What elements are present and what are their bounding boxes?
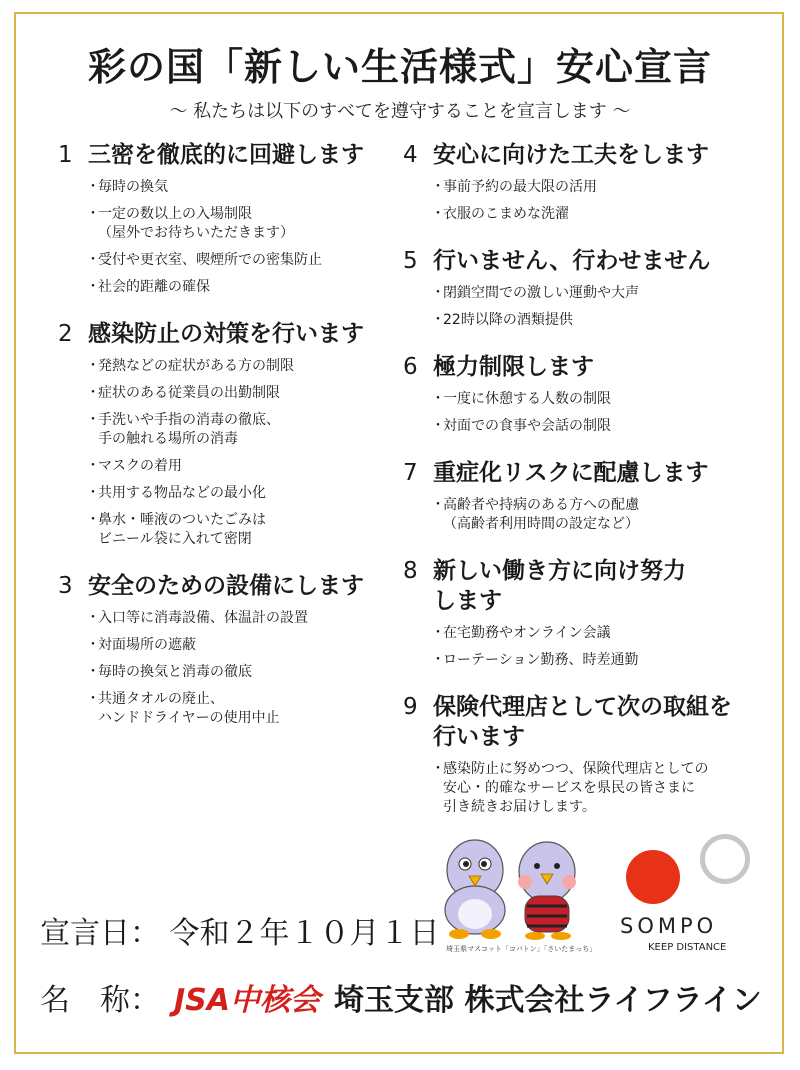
item-list (58, 178, 398, 297)
bullet-icon: ・ (431, 625, 445, 641)
list-item (431, 760, 773, 817)
list-item (86, 663, 398, 682)
list-item (86, 384, 398, 403)
list-item (86, 411, 398, 449)
list-item-text: 鼻水・唾液のついたごみは ビニール袋に入れて密閉 (98, 512, 266, 547)
list-item (431, 417, 773, 436)
bullet-icon: ・ (86, 664, 100, 680)
bullet-icon: ・ (86, 637, 100, 653)
list-item-text: 衣服のこまめな洗濯 (443, 206, 569, 222)
list-item-text: 共用する物品などの最小化 (98, 485, 266, 501)
item-list (403, 760, 773, 817)
section-number: 4 (403, 142, 418, 168)
list-item (431, 311, 773, 330)
item-list (58, 609, 398, 728)
bullet-icon: ・ (86, 691, 100, 707)
list-item (86, 690, 398, 728)
section-4 (403, 140, 773, 224)
bullet-icon: ・ (86, 252, 100, 268)
section-1 (58, 140, 398, 297)
declaration-date (40, 908, 440, 952)
date-value: 令和２年１０月１日 (169, 916, 440, 951)
section-heading-text: 安全のための設備にします (88, 573, 364, 599)
section-number: 1 (58, 142, 73, 168)
section-number: 6 (403, 354, 418, 380)
right-column (403, 140, 773, 839)
section-heading (403, 458, 773, 488)
list-item-text: 事前予約の最大限の活用 (443, 179, 597, 195)
list-item (86, 457, 398, 476)
list-item-text: 高齢者や持病のある方への配慮 （高齢者利用時間の設定など） (443, 497, 639, 532)
list-item-text: 閉鎖空間での激しい運動や大声 (443, 285, 639, 301)
item-list (403, 284, 773, 330)
list-item-text: 毎時の換気と消毒の徹底 (98, 664, 252, 680)
list-item (431, 284, 773, 303)
list-item (86, 357, 398, 376)
list-item (431, 651, 773, 670)
list-item (86, 484, 398, 503)
list-item-text: 発熱などの症状がある方の制限 (98, 358, 294, 374)
list-item-text: 在宅勤務やオンライン会議 (443, 625, 611, 641)
section-number: 3 (58, 573, 73, 599)
section-heading (58, 140, 398, 170)
bullet-icon: ・ (86, 458, 100, 474)
section-9 (403, 692, 773, 817)
section-2 (58, 319, 398, 549)
list-item (431, 390, 773, 409)
bullet-icon: ・ (431, 391, 445, 407)
section-heading (403, 246, 773, 276)
list-item-text: 22時以降の酒類提供 (443, 312, 573, 328)
list-item-text: 対面での食事や会話の制限 (443, 418, 611, 434)
kobaton-mascot (445, 840, 505, 939)
section-8 (403, 556, 773, 670)
section-heading-text: 安心に向けた工夫をします (433, 142, 709, 168)
list-item (86, 251, 398, 270)
bullet-icon: ・ (86, 179, 100, 195)
section-heading-text: 三密を徹底的に回避します (88, 142, 364, 168)
sompo-ring (700, 834, 750, 884)
section-heading (403, 692, 773, 752)
item-list (58, 357, 398, 549)
list-item-text: 受付や更衣室、喫煙所での密集防止 (98, 252, 322, 268)
list-item (86, 511, 398, 549)
section-heading-text: 感染防止の対策を行います (88, 321, 364, 347)
bullet-icon: ・ (431, 206, 445, 222)
section-6 (403, 352, 773, 436)
sompo-name: SOMPO (620, 914, 718, 938)
sompo-red-circle (626, 850, 680, 904)
section-heading (403, 140, 773, 170)
page-subtitle: ～ 私たちは以下のすべてを遵守することを宣言します ～ (169, 101, 631, 122)
sompo-tagline: KEEP DISTANCE (648, 942, 727, 953)
section-heading (58, 319, 398, 349)
bullet-icon: ・ (431, 179, 445, 195)
section-heading-text: 新しい働き方に向け努力 します (433, 558, 686, 614)
list-item (431, 624, 773, 643)
item-list (403, 178, 773, 224)
list-item (86, 278, 398, 297)
item-list (403, 390, 773, 436)
list-item-text: マスクの着用 (98, 458, 182, 474)
jsa-logo: JSA中核会 (174, 983, 320, 1018)
section-heading (403, 556, 773, 616)
bullet-icon: ・ (86, 279, 100, 295)
left-column (58, 140, 398, 750)
list-item (86, 178, 398, 197)
list-item-text: 一度に休憩する人数の制限 (443, 391, 611, 407)
section-heading-text: 重症化リスクに配慮します (433, 460, 709, 486)
section-number: 2 (58, 321, 73, 347)
organization-text: 埼玉支部 株式会社ライフライン (334, 983, 762, 1018)
bullet-icon: ・ (86, 385, 100, 401)
name-label: 名 称： (40, 983, 160, 1018)
list-item-text: 入口等に消毒設備、体温計の設置 (98, 610, 308, 626)
list-item (86, 636, 398, 655)
list-item-text: 感染防止に努めつつ、保険代理店としての 安心・的確なサービスを県民の皆さまに 引き続きお届けします。 (443, 761, 709, 815)
list-item-text: ローテーション勤務、時差通勤 (443, 652, 639, 668)
bullet-icon: ・ (86, 358, 100, 374)
list-item-text: 対面場所の遮蔽 (98, 637, 196, 653)
list-item-text: 症状のある従業員の出勤制限 (98, 385, 280, 401)
section-heading-text: 保険代理店として次の取組を 行います (433, 694, 732, 750)
section-number: 8 (403, 558, 418, 584)
item-list (403, 496, 773, 534)
section-heading (58, 571, 398, 601)
bullet-icon: ・ (86, 485, 100, 501)
bullet-icon: ・ (431, 761, 445, 777)
mascot-illustration (425, 830, 595, 940)
list-item (431, 205, 773, 224)
mascot-caption: 埼玉県マスコット「コバトン」「さいたまっち」 (446, 945, 597, 953)
section-5 (403, 246, 773, 330)
bullet-icon: ・ (431, 418, 445, 434)
section-number: 7 (403, 460, 418, 486)
list-item-text: 共通タオルの廃止、 ハンドドライヤーの使用中止 (98, 691, 280, 726)
section-heading-text: 行いません、行わせません (433, 248, 711, 274)
saitamatchi-mascot (518, 842, 576, 940)
list-item-text: 一定の数以上の入場制限 （屋外でお待ちいただきます） (98, 206, 294, 241)
list-item-text: 毎時の換気 (98, 179, 168, 195)
date-label: 宣言日： (40, 916, 160, 951)
page-title: 彩の国「新しい生活様式」安心宣言 (87, 45, 712, 89)
list-item-text: 手洗いや手指の消毒の徹底、 手の触れる場所の消毒 (98, 412, 280, 447)
section-number: 5 (403, 248, 418, 274)
list-item (86, 609, 398, 628)
sompo-logo (620, 830, 770, 960)
organization-name (40, 975, 762, 1019)
section-heading-text: 極力制限します (433, 354, 594, 380)
bullet-icon: ・ (431, 652, 445, 668)
bullet-icon: ・ (431, 497, 445, 513)
item-list (403, 624, 773, 670)
bullet-icon: ・ (431, 312, 445, 328)
section-number: 9 (403, 694, 418, 720)
section-3 (58, 571, 398, 728)
list-item (431, 496, 773, 534)
bullet-icon: ・ (86, 206, 100, 222)
bullet-icon: ・ (431, 285, 445, 301)
list-item (431, 178, 773, 197)
bullet-icon: ・ (86, 412, 100, 428)
section-7 (403, 458, 773, 534)
list-item (86, 205, 398, 243)
list-item-text: 社会的距離の確保 (98, 279, 210, 295)
section-heading (403, 352, 773, 382)
bullet-icon: ・ (86, 610, 100, 626)
bullet-icon: ・ (86, 512, 100, 528)
